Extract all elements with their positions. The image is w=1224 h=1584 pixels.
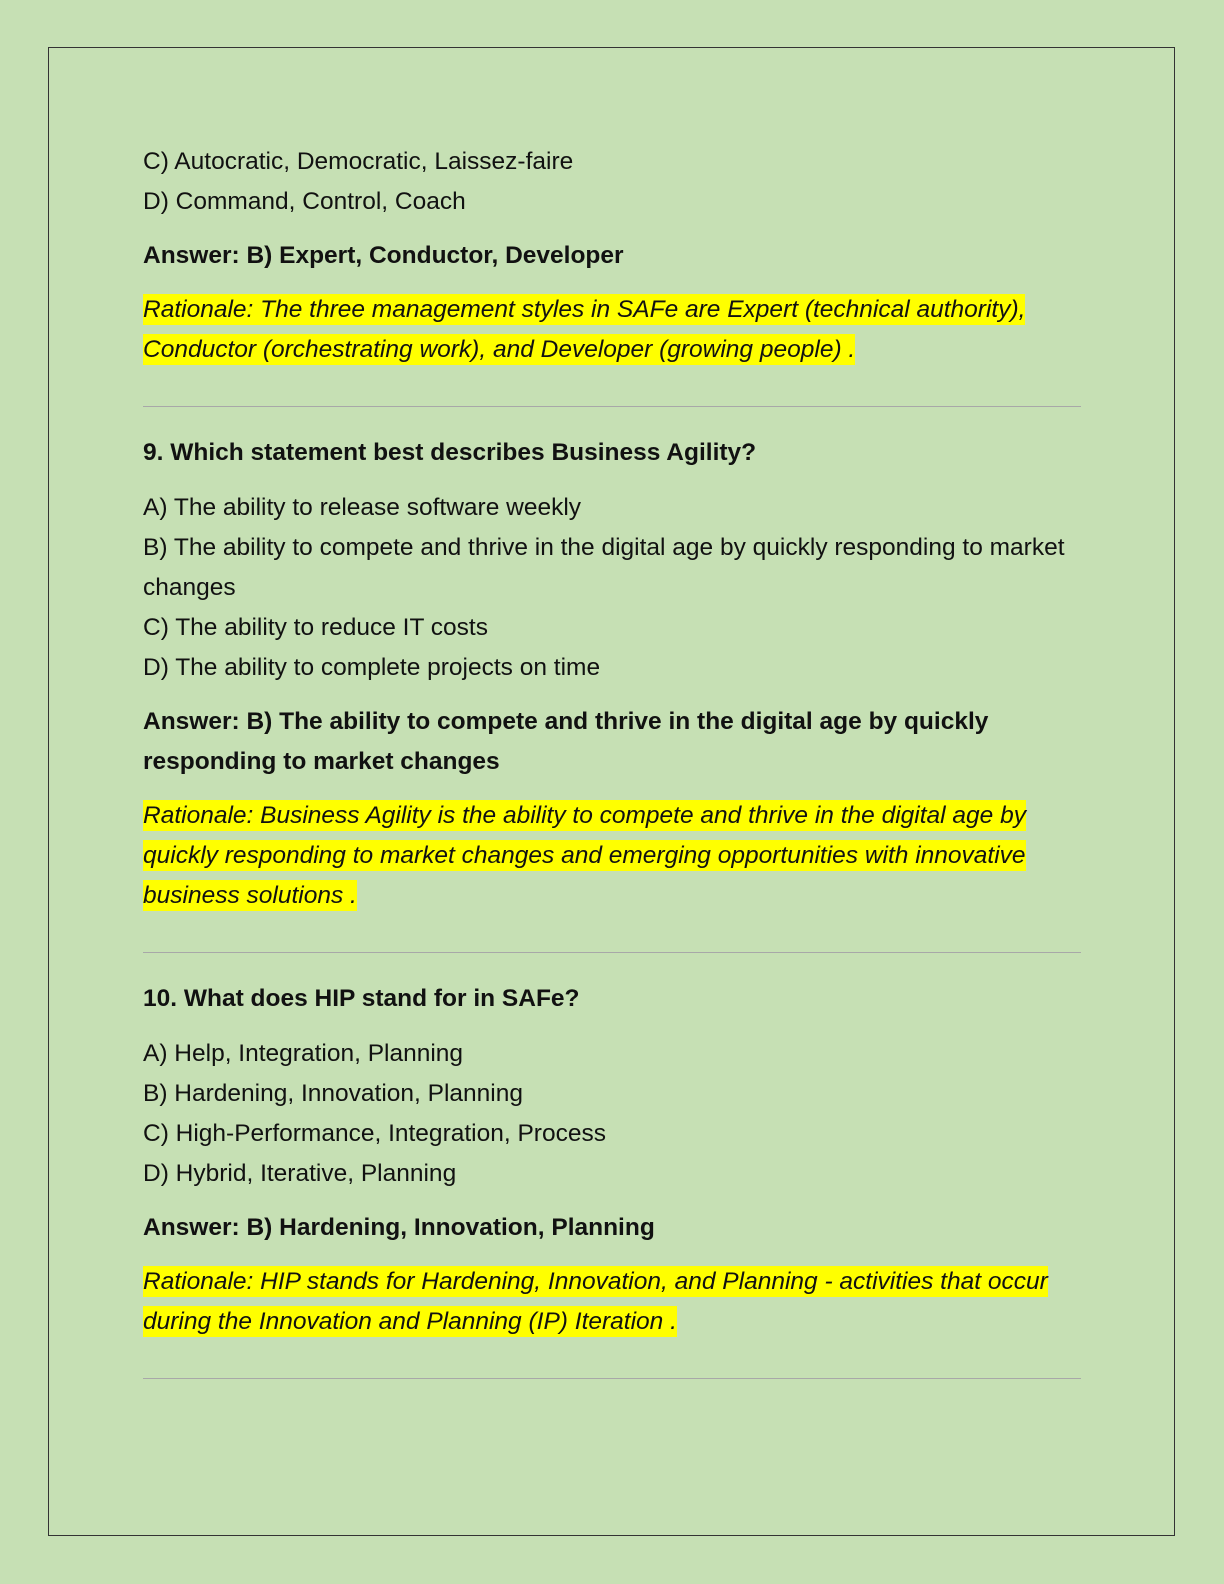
q10-option-b: B) Hardening, Innovation, Planning [143, 1080, 524, 1107]
q9-rationale [143, 796, 1081, 916]
q8-answer: Answer: B) Expert, Conductor, Developer [143, 242, 624, 269]
question-10-block [143, 979, 1081, 1342]
q10-question: 10. What does HIP stand for in SAFe? [143, 985, 580, 1012]
q10-answer: Answer: B) Hardening, Innovation, Planning [143, 1214, 655, 1241]
document-body [143, 142, 1081, 1405]
q8-rationale [143, 290, 1081, 370]
divider [143, 952, 1081, 953]
q10-rationale-text: Rationale: HIP stands for Hardening, Innovation, and Planning - activities that occur during the Innovation and Planning (IP) Iteration . [143, 1268, 1048, 1335]
q9-option-d: D) The ability to complete projects on time [143, 654, 601, 681]
q9-option-b: B) The ability to compete and thrive in the digital age by quickly responding to market changes [143, 534, 1065, 601]
divider [143, 406, 1081, 407]
q10-option-a: A) Help, Integration, Planning [143, 1040, 464, 1067]
q9-rationale-text: Rationale: Business Agility is the ability to compete and thrive in the digital age by quickly responding to market changes and emerging opportunities with innovative business solutions . [143, 802, 1026, 909]
q8-option-c: C) Autocratic, Democratic, Laissez-faire [143, 148, 574, 175]
q10-option-d: D) Hybrid, Iterative, Planning [143, 1160, 457, 1187]
q9-question: 9. Which statement best describes Business Agility? [143, 439, 757, 466]
q8-rationale-text: Rationale: The three management styles in SAFe are Expert (technical authority), Conductor (orchestrating work), and Developer (growing people) . [143, 296, 1026, 363]
q9-answer: Answer: B) The ability to compete and thrive in the digital age by quickly responding to market changes [143, 708, 989, 775]
q10-option-c: C) High-Performance, Integration, Process [143, 1120, 606, 1147]
question-8-block [143, 142, 1081, 370]
question-9-block [143, 433, 1081, 916]
divider [143, 1378, 1081, 1379]
q8-option-d: D) Command, Control, Coach [143, 188, 466, 215]
q10-rationale [143, 1262, 1081, 1342]
q9-option-a: A) The ability to release software weekly [143, 494, 582, 521]
q9-option-c: C) The ability to reduce IT costs [143, 614, 488, 641]
